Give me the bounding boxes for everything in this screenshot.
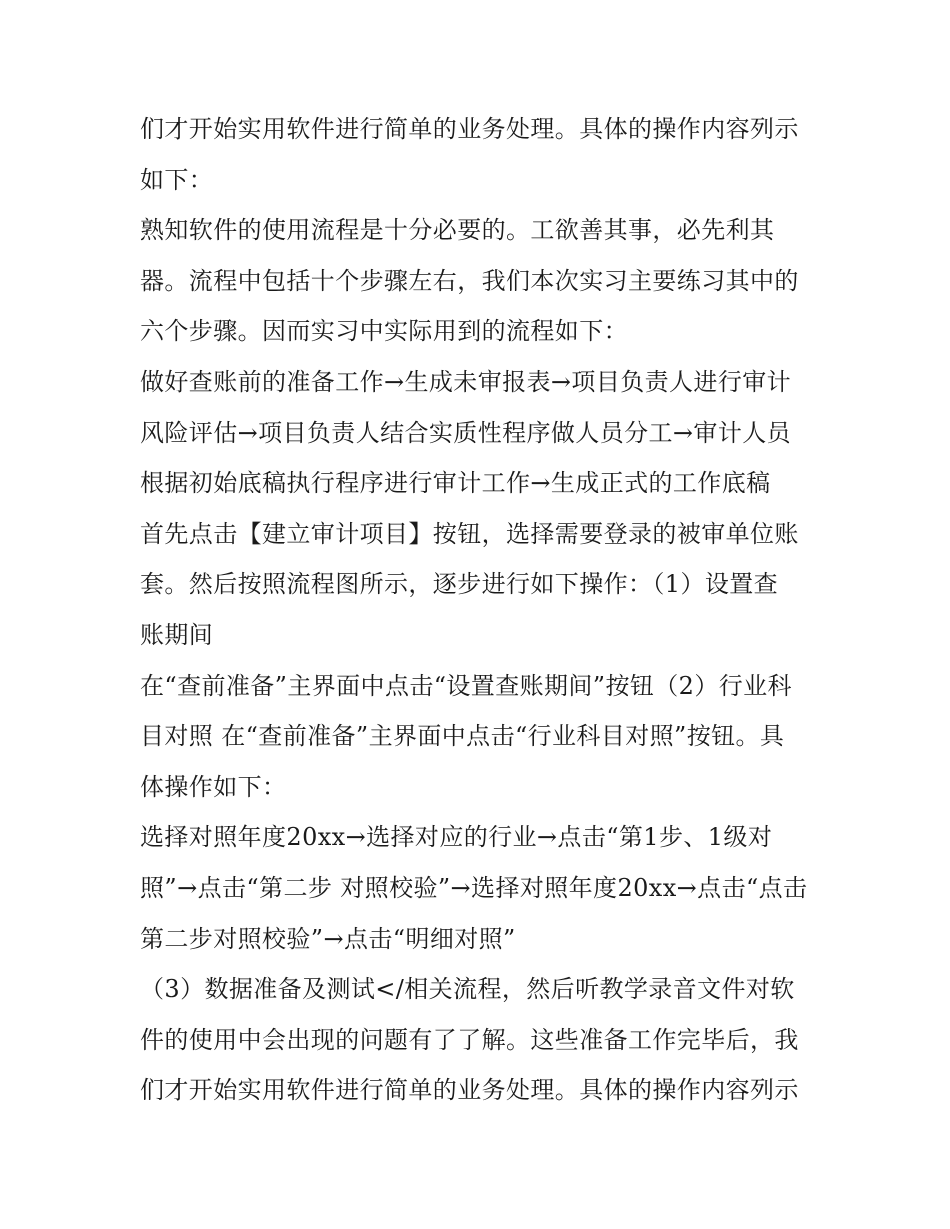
text-line: 照”→点击“第二步 对照校验”→选择对照年度20xx→点击“点击 <box>140 873 808 902</box>
text-line: 体操作如下： <box>140 772 287 801</box>
text-line: 件的使用中会出现的问题有了了解。这些准备工作完毕后，我 <box>140 1025 799 1054</box>
text-line: 熟知软件的使用流程是十分必要的。工欲善其事，必先利其 <box>140 216 775 245</box>
text-line: 套。然后按照流程图所示，逐步进行如下操作：（1）设置查 <box>140 570 779 599</box>
text-line: 如下： <box>140 165 214 194</box>
text-line: 第二步对照校验”→点击“明细对照” <box>140 924 516 953</box>
text-line: 风险评估→项目负责人结合实质性程序做人员分工→审计人员 <box>140 418 792 447</box>
text-line: 做好查账前的准备工作→生成未审报表→项目负责人进行审计 <box>140 367 792 396</box>
text-line: 们才开始实用软件进行简单的业务处理。具体的操作内容列示 <box>140 115 799 143</box>
text-line: 器。流程中包括十个步骤左右，我们本次实习主要练习其中的 <box>140 266 799 295</box>
text-line: 目对照 在“查前准备”主界面中点击“行业科目对照”按钮。具 <box>140 722 785 751</box>
text-line: 选择对照年度20xx→选择对应的行业→点击“第1步、1级对 <box>140 823 773 852</box>
text-line: 根据初始底稿执行程序进行审计工作→生成正式的工作底稿 <box>140 469 771 498</box>
body-text <box>140 104 820 1116</box>
text-line: 们才开始实用软件进行简单的业务处理。具体的操作内容列示 <box>140 1076 799 1105</box>
text-line: 首先点击【建立审计项目】按钮，选择需要登录的被审单位账 <box>140 519 799 548</box>
text-line: 在“查前准备”主界面中点击“设置查账期间”按钮（2）行业科 <box>140 671 792 700</box>
text-line: 六个步骤。因而实习中实际用到的流程如下： <box>140 317 628 346</box>
text-line: 账期间 <box>140 620 214 649</box>
text-line: （3）数据准备及测试</相关流程，然后听教学录音文件对软 <box>140 975 795 1004</box>
